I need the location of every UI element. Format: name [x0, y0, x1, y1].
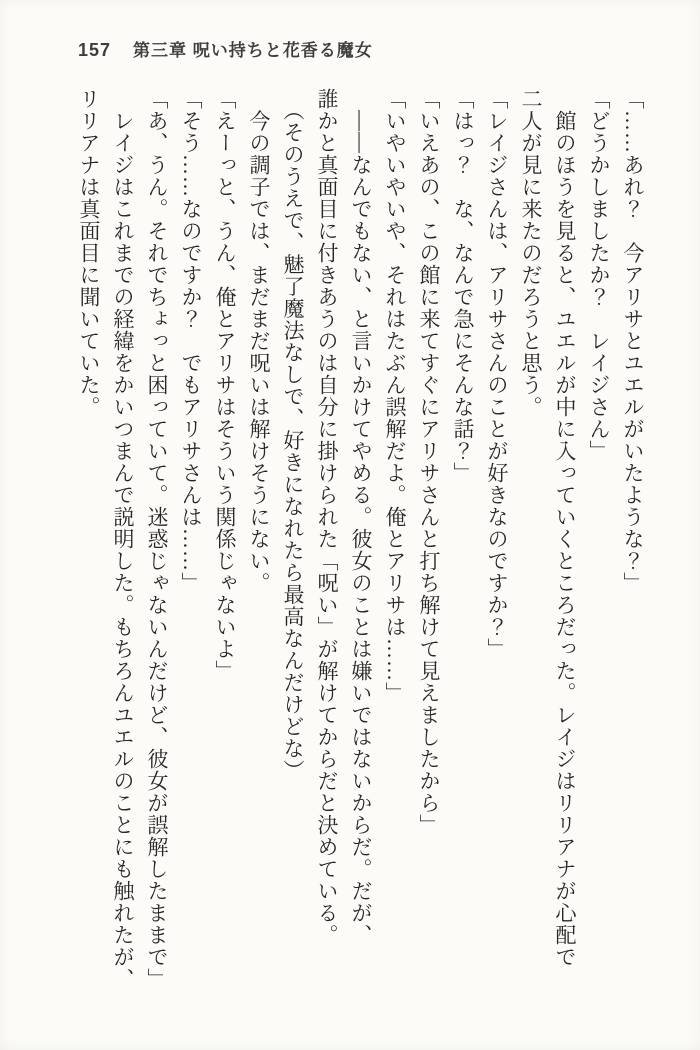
text-line-14: 「そう……なのですか？ でもアリサさんは……」	[179, 88, 203, 594]
text-line-6: 「はっ？ な、なんで急にそんな話？」	[451, 88, 475, 484]
running-head	[78, 36, 373, 61]
text-line-10: 誰かと真面目に付きあうのは自分に掛けられた「呪い」が解けてからだと決めている。	[315, 88, 339, 946]
text-line-4: 二人が見に来たのだろうと思う。	[519, 88, 543, 418]
page-number: 157	[78, 40, 112, 60]
text-line-11: （そのうえで、魅了魔法なしで、好きになれたら最高なんだけどな）	[281, 88, 305, 782]
text-line-7: 「いえあの、この館に来てすぐにアリサさんと打ち解けて見えましたから」	[417, 88, 441, 836]
text-line-9: ――なんでもない、と言いかけてやめる。彼女のことは嫌いではないからだ。だが、	[349, 88, 373, 946]
text-line-15: 「あ、うん。それでちょっと困っていて。迷惑じゃないんだけど、彼女が誤解したままで」	[145, 88, 169, 990]
text-line-8: 「いやいやいや、それはたぶん誤解だよ。俺とアリサは……」	[383, 88, 407, 704]
text-line-1: 「……あれ？ 今アリサとユエルがいたような？」	[621, 88, 645, 594]
text-line-5: 「レイジさんは、アリサさんのことが好きなのですか？」	[485, 88, 509, 660]
text-line-12: 今の調子では、まだまだ呪いは解けそうにない。	[247, 88, 271, 594]
text-line-3: 館のほうを見ると、ユエルが中に入っていくところだった。レイジはリリアナが心配で	[553, 88, 577, 968]
text-line-2: 「どうかしましたか？ レイジさん」	[587, 88, 611, 462]
vertical-text-body	[72, 88, 650, 994]
text-line-13: 「えーっと、うん、俺とアリサはそういう関係じゃないよ」	[213, 88, 237, 682]
text-line-16: レイジはこれまでの経緯をかいつまんで説明した。もちろんユエルのことにも触れたが、	[111, 88, 135, 990]
text-line-17: リリアナは真面目に聞いていた。	[77, 88, 101, 418]
chapter-title: 第三章 呪い持ちと花香る魔女	[133, 41, 373, 60]
